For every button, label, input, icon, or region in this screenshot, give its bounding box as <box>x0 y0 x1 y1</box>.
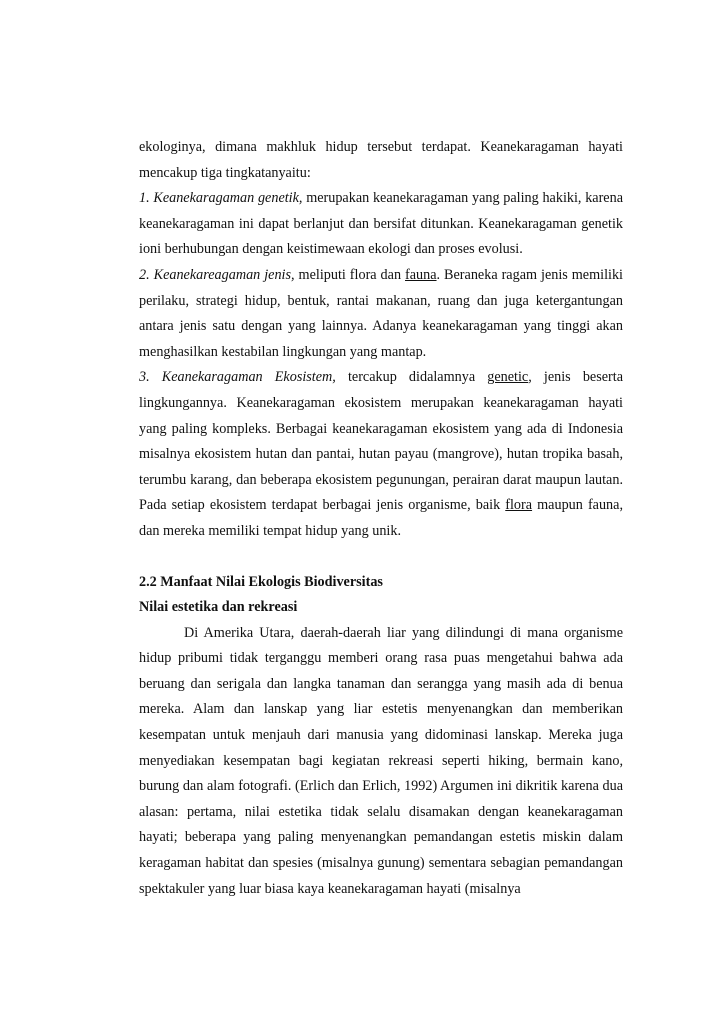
paragraph-intro <box>139 135 623 186</box>
item-genetic-text: merupakan keanekaragaman yang paling hakiki, karena keanekaragaman ini dapat berlanjut dan bersifat ditunkan. Keanekaragaman genetik ioni berhubungan dengan keistimewaan ekologi dan proses evolusi. <box>139 190 623 258</box>
item-species-text-before: meliputi flora dan <box>294 266 406 283</box>
list-item-species <box>139 263 623 365</box>
section-subheading: Nilai estetika dan rekreasi <box>139 599 298 616</box>
link-genetic[interactable]: genetic <box>487 369 529 386</box>
list-item-genetic <box>139 186 623 263</box>
page-content <box>139 135 623 902</box>
link-fauna[interactable]: fauna <box>405 266 437 283</box>
item-ecosystem-text-middle: , jenis beserta lingkungannya. Keanekaragaman ekosistem merupakan keanekaragaman hayati yang paling kompleks. Berbagai keanekaragaman ekosistem yang ada di Indonesia misalnya ekosistem hutan dan pantai, hutan payau (mangrove), hutan tropika basah, terumbu karang, dan beberapa ekosistem pegunungan, perairan darat maupun lautan. Pada setiap ekosistem terdapat berbagai jenis organisme, baik <box>139 369 623 514</box>
section-body-paragraph <box>139 621 623 903</box>
item-species-text-after: . Beraneka ragam jenis memiliki perilaku, strategi hidup, bentuk, rantai makanan, ruang dan juga ketergantungan antara jenis satu dengan yang lainnya. Adanya keanekaragaman yang tinggi akan menghasilkan kestabilan lingkungan yang mantap. <box>139 266 623 360</box>
item-ecosystem-text-before: tercakup didalamnya <box>335 369 488 386</box>
term-genetic: 1. Keanekaragaman genetik, <box>139 190 303 207</box>
term-ecosystem: 3. Keanekaragaman Ekosistem, <box>139 369 336 386</box>
paragraph-intro-text: ekologinya, dimana makhluk hidup tersebut terdapat. Keanekaragaman hayati mencakup tiga tingkatanyaitu: <box>139 139 623 181</box>
section-gap <box>139 545 623 570</box>
section-heading: 2.2 Manfaat Nilai Ekologis Biodiversitas <box>139 573 383 590</box>
list-item-ecosystem <box>139 365 623 544</box>
term-species: 2. Keanekareagaman jenis, <box>139 266 295 283</box>
section-body-text: Di Amerika Utara, daerah-daerah liar yang dilindungi di mana organisme hidup pribumi tidak terganggu memberi orang rasa puas mengetahui bahwa ada beruang dan serigala dan langka tanaman dan serangga yang masih ada di benua mereka. Alam dan lanskap yang liar estetis menyenangkan dan memberikan kesempatan untuk menjauh dari manusia yang didominasi lanskap. Mereka juga menyediakan kesempatan bagi kegiatan rekreasi seperti hiking, bermain kano, burung dan alam fotografi. (Erlich dan Erlich, 1992) Argumen ini dikritik karena dua alasan: pertama, nilai estetika tidak selalu disamakan dengan keanekaragaman hayati; beberapa yang paling menyenangkan pemandangan estetis miskin dalam keragaman habitat dan spesies (misalnya gunung) sementara sebagian pemandangan spektakuler yang luar biasa kaya keanekaragaman hayati (misalnya <box>139 624 623 897</box>
link-flora[interactable]: flora <box>505 497 533 514</box>
item-ecosystem-text-after: maupun fauna, dan mereka memiliki tempat hidup yang unik. <box>139 497 623 539</box>
